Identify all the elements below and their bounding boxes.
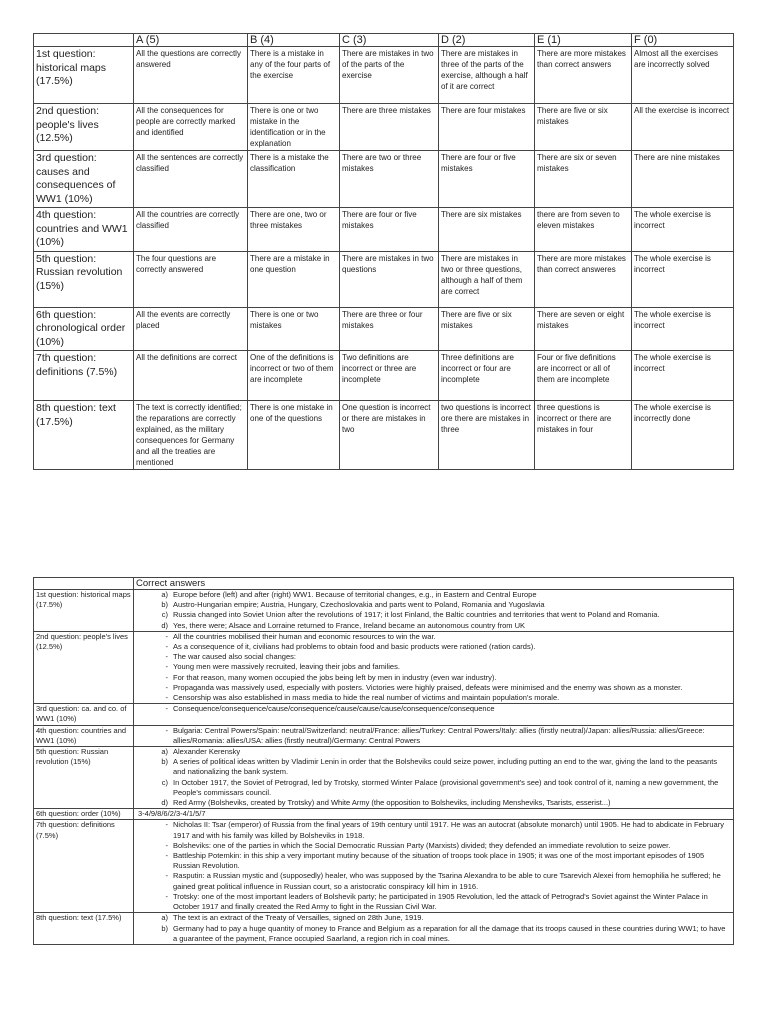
answers-question-cell: 8th question: text (17.5%) [34, 913, 134, 945]
answer-item [136, 642, 731, 652]
rubric-criterion-cell: There are more mistakes than correct answeres [535, 251, 632, 307]
answer-item [136, 621, 731, 631]
answers-question-cell: 1st question: historical maps (17.5%) [34, 590, 134, 632]
answers-question-cell: 4th question: countries and WW1 (10%) [34, 725, 134, 746]
rubric-criterion-cell: There are four mistakes [439, 104, 535, 151]
rubric-criterion-cell: The whole exercise is incorrect [632, 307, 734, 351]
answers-row [34, 913, 734, 945]
answer-text: 3-4/9/8/6/2/3-4/1/5/7 [138, 809, 206, 819]
rubric-criterion-cell: There are four or five mistakes [439, 151, 535, 208]
rubric-row [34, 307, 734, 351]
answer-text: Censorship was also established in mass media to hide the real number of victims and maintain population's morale. [173, 693, 560, 703]
answers-row [34, 820, 734, 913]
answer-marker: b) [161, 600, 168, 610]
answer-item [136, 652, 731, 662]
answer-text: All the countries mobilised their human and economic resources to win the war. [173, 631, 436, 641]
answer-list [136, 820, 731, 912]
answer-marker: b) [161, 923, 168, 933]
answers-row [34, 725, 734, 746]
rubric-criterion-cell: There is one or two mistake in the identification or in the explanation [248, 104, 340, 151]
answers-content-cell [134, 913, 734, 945]
rubric-column-header: E (1) [535, 34, 632, 47]
rubric-criterion-cell: The whole exercise is incorrect [632, 208, 734, 252]
answer-text: Europe before (left) and after (right) WW1. Because of territorial changes, e.g., in Eastern and Central Europe [173, 590, 537, 599]
rubric-column-header: C (3) [340, 34, 439, 47]
answer-text: In October 1917, the Soviet of Petrograd, led by Trotsky, stormed Winter Palace (provisional government's see) and took control of it, naming a new government, the People's commissars council. [173, 777, 719, 797]
rubric-criterion-cell: All the exercise is incorrect [632, 104, 734, 151]
rubric-column-header: A (5) [134, 34, 248, 47]
answer-marker: - [165, 704, 168, 714]
rubric-criterion-cell: There are three mistakes [340, 104, 439, 151]
rubric-row [34, 104, 734, 151]
rubric-criterion-cell: The text is correctly identified; the reparations are correctly explained, as the military consequences for Germany and all the treaties are mentioned [134, 401, 248, 470]
answer-text: The text is an extract of the Treaty of Versailles, signed on 28th June, 1919. [173, 913, 424, 923]
rubric-criterion-cell: three questions is incorrect or there are mistakes in four [535, 401, 632, 470]
answer-list [136, 632, 731, 703]
answers-content-cell [134, 809, 734, 820]
answer-list [136, 704, 731, 714]
answer-item [136, 683, 731, 693]
answer-marker: - [165, 662, 168, 672]
answer-item [136, 662, 731, 672]
rubric-criterion-cell: There are a mistake in one question [248, 251, 340, 307]
answers-question-cell: 3rd question: ca. and co. of WW1 (10%) [34, 704, 134, 725]
answer-text: Nicholas II: Tsar (emperor) of Russia from the final years of 19th century until 1917. He was an autocrat (absolute monarch) until 1905. He had to abdicate in February 1917 and with his family was killed by Bolsheviks in 1918. [173, 820, 724, 840]
rubric-header-row [34, 34, 734, 47]
rubric-criterion-cell: there are from seven to eleven mistakes [535, 208, 632, 252]
rubric-row [34, 47, 734, 104]
answers-content-cell [134, 590, 734, 632]
answers-table [33, 577, 734, 945]
answers-header-row [34, 578, 734, 590]
answer-item [136, 632, 731, 642]
answer-list [136, 747, 731, 808]
answer-marker: d) [161, 620, 168, 630]
rubric-question-cell: 4th question: countries and WW1 (10%) [34, 208, 134, 252]
rubric-criterion-cell: All the definitions are correct [134, 351, 248, 401]
rubric-row [34, 251, 734, 307]
rubric-criterion-cell: There is a mistake in any of the four parts of the exercise [248, 47, 340, 104]
answer-item [136, 693, 731, 703]
answer-text: Yes, there were; Alsace and Lorraine returned to France, Ireland became an autonomous country from UK [173, 620, 526, 630]
rubric-criterion-cell: There are six mistakes [439, 208, 535, 252]
answers-content-cell [134, 747, 734, 809]
rubric-criterion-cell: All the events are correctly placed [134, 307, 248, 351]
answer-marker: b) [161, 757, 168, 767]
answers-row [34, 809, 734, 820]
answer-marker: d) [161, 798, 168, 808]
rubric-criterion-cell: The four questions are correctly answered [134, 251, 248, 307]
answers-content-cell [134, 631, 734, 703]
answer-item [136, 820, 731, 840]
answer-item [136, 851, 731, 871]
answer-marker: - [165, 631, 168, 641]
answer-marker: - [165, 725, 168, 735]
answer-text: Russia changed into Soviet Union after the revolutions of 1917; it lost Finland, the Baltic countries and territories that went to Poland and Romania. [173, 610, 660, 620]
answer-text: For that reason, many women occupied the jobs being left by men in industry (even war industry). [173, 672, 497, 682]
answers-row [34, 747, 734, 809]
answer-marker: - [165, 891, 168, 901]
rubric-criterion-cell: There is one mistake in one of the questions [248, 401, 340, 470]
rubric-criterion-cell: There are one, two or three mistakes [248, 208, 340, 252]
rubric-criterion-cell: Two definitions are incorrect or three are incomplete [340, 351, 439, 401]
rubric-question-cell: 1st question: historical maps (17.5%) [34, 47, 134, 104]
answers-row [34, 631, 734, 703]
rubric-question-cell: 5th question: Russian revolution (15%) [34, 251, 134, 307]
answer-item [136, 871, 731, 891]
answer-text: Bolsheviks: one of the parties in which the Social Democratic Russian Party (Marxists) divided; they defended an immediate revolution to seize power. [173, 840, 671, 850]
rubric-criterion-cell: The whole exercise is incorrect [632, 251, 734, 307]
answer-list [136, 590, 731, 631]
answer-item [136, 757, 731, 777]
rubric-criterion-cell: Almost all the exercises are incorrectly solved [632, 47, 734, 104]
answer-marker: - [165, 672, 168, 682]
rubric-criterion-cell: There are mistakes in two questions [340, 251, 439, 307]
answer-text: The war caused also social changes: [173, 652, 296, 662]
answer-marker: c) [161, 777, 168, 787]
rubric-criterion-cell: All the sentences are correctly classified [134, 151, 248, 208]
answer-text: Consequence/consequence/cause/consequence/cause/cause/cause/consequence/consequence [173, 704, 495, 714]
answer-marker: a) [161, 590, 168, 599]
answer-text: Bulgaria: Central Powers/Spain: neutral/Switzerland: neutral/France: allies/Turkey: Central Powers/Italy: allies (firstly neutral)/Japan: allies/Russia: allies/Greece: allies/Romania: allies/USA: allies (firstly neutral)/Germany: Central Powers [173, 725, 705, 745]
rubric-criterion-cell: There are seven or eight mistakes [535, 307, 632, 351]
rubric-criterion-cell: There are six or seven mistakes [535, 151, 632, 208]
answer-item [136, 600, 731, 610]
rubric-question-cell: 3rd question: causes and consequences of WW1 (10%) [34, 151, 134, 208]
rubric-criterion-cell: There is one or two mistakes [248, 307, 340, 351]
answer-text: Rasputin: a Russian mystic and (supposedly) healer, who was supposed by the Tsarina Alexandra to be able to cure Tsarevich Alexei from hemophilia he suffered; he gained great political influence in Russian court, so a aristocratic conspiracy kill him in 1916. [173, 871, 721, 891]
answer-marker: - [165, 820, 168, 830]
answer-marker: c) [161, 610, 168, 620]
answer-list [136, 726, 731, 746]
rubric-criterion-cell: Three definitions are incorrect or four are incomplete [439, 351, 535, 401]
rubric-column-header: B (4) [248, 34, 340, 47]
answer-item [136, 704, 731, 714]
rubric-table [33, 33, 734, 470]
answer-item [136, 913, 731, 923]
answer-text: Propaganda was massively used, especially with posters. Victories were highly praised, defeats were minimised and the enemy was shown as a monster. [173, 682, 683, 692]
rubric-criterion-cell: There are three or four mistakes [340, 307, 439, 351]
rubric-criterion-cell: There is a mistake the classification [248, 151, 340, 208]
rubric-criterion-cell: One question is incorrect or there are mistakes in two [340, 401, 439, 470]
rubric-question-cell: 8th question: text (17.5%) [34, 401, 134, 470]
answer-item [136, 673, 731, 683]
answer-text: Red Army (Bolsheviks, created by Trotsky) and White Army (the opposition to Bolsheviks, including Mensheviks, Tsarists, esserist...) [173, 798, 611, 808]
answer-item [136, 726, 731, 746]
rubric-criterion-cell: There are more mistakes than correct answers [535, 47, 632, 104]
rubric-criterion-cell: There are mistakes in two or three questions, although a half of them are correct [439, 251, 535, 307]
rubric-criterion-cell: Four or five definitions are incorrect or all of them are incomplete [535, 351, 632, 401]
answer-item [136, 590, 731, 600]
rubric-column-header: D (2) [439, 34, 535, 47]
rubric-row [34, 351, 734, 401]
answer-text: Trotsky: one of the most important leaders of Bolshevik party; he participated in 1905 Revolution, led the attack of Petrograd's Soviet against the Winter Palace in October 1917 and finally created the Red Army to fight in the Russian Civil War. [173, 891, 708, 912]
rubric-column-header: F (0) [632, 34, 734, 47]
answers-row [34, 704, 734, 725]
answer-marker: - [165, 652, 168, 662]
rubric-row [34, 151, 734, 208]
rubric-criterion-cell: There are two or three mistakes [340, 151, 439, 208]
rubric-criterion-cell: All the consequences for people are correctly marked and identified [134, 104, 248, 151]
answer-item [136, 798, 731, 808]
rubric-criterion-cell: One of the definitions is incorrect or two of them are incomplete [248, 351, 340, 401]
rubric-criterion-cell: There are four or five mistakes [340, 208, 439, 252]
rubric-criterion-cell: All the countries are correctly classified [134, 208, 248, 252]
answer-item [136, 924, 731, 944]
rubric-row [34, 208, 734, 252]
answers-header: Correct answers [134, 578, 734, 590]
rubric-criterion-cell: The whole exercise is incorrectly done [632, 401, 734, 470]
answer-marker: - [165, 693, 168, 703]
answer-marker: a) [161, 747, 168, 757]
answers-question-cell: 7th question: definitions (7.5%) [34, 820, 134, 913]
answer-list [136, 913, 731, 944]
rubric-criterion-cell: There are mistakes in three of the parts of the exercise, although a half of it are correct [439, 47, 535, 104]
answer-item [136, 892, 731, 912]
rubric-criterion-cell: There are nine mistakes [632, 151, 734, 208]
answer-marker: - [165, 871, 168, 881]
rubric-criterion-cell: There are five or six mistakes [535, 104, 632, 151]
answers-question-cell: 2nd question: people's lives (12.5%) [34, 631, 134, 703]
answer-text: Austro-Hungarian empire; Austria, Hungary, Czechoslovakia and parts went to Poland, Romania and Yugoslavia [173, 600, 545, 610]
answer-marker: - [165, 851, 168, 861]
answer-marker: - [165, 840, 168, 850]
rubric-question-cell: 6th question: chronological order (10%) [34, 307, 134, 351]
rubric-question-cell: 2nd question: people's lives (12.5%) [34, 104, 134, 151]
answers-question-cell: 6th question: order (10%) [34, 809, 134, 820]
answer-text: Battleship Potemkin: in this ship a very important mutiny because of the situation of troops took place in 1905; it was one of the most important episodes of 1905 Russian Revolution. [173, 851, 705, 871]
rubric-criterion-cell: The whole exercise is incorrect [632, 351, 734, 401]
answer-text: Young men were massively recruited, leaving their jobs and families. [173, 662, 400, 672]
rubric-criterion-cell: two questions is incorrect ore there are mistakes in three [439, 401, 535, 470]
answers-corner-cell [34, 578, 134, 590]
answer-marker: a) [161, 913, 168, 923]
answers-question-cell: 5th question: Russian revolution (15%) [34, 747, 134, 809]
rubric-row [34, 401, 734, 470]
answer-item [136, 778, 731, 798]
answer-text: A series of political ideas written by Vladimir Lenin in order that the Bolsheviks could seize power, including putting an end to the war, giving the land to the peasants and nationalizing the bank system. [173, 757, 718, 777]
rubric-criterion-cell: There are five or six mistakes [439, 307, 535, 351]
answer-item [136, 747, 731, 757]
answers-row [34, 590, 734, 632]
answer-text: Alexander Kerensky [173, 747, 241, 757]
answer-item [136, 841, 731, 851]
answers-content-cell [134, 820, 734, 913]
answer-marker: - [165, 642, 168, 652]
answer-text: Germany had to pay a huge quantity of money to France and Belgium as a reparation for all the damage that its troops caused in these countries during WW1; to have a guarantee of the payment, France occupied Saarland, a region rich in coal mines. [173, 923, 726, 943]
answer-text: As a consequence of it, civilians had problems to obtain food and basic products were rationed (ration cards). [173, 642, 536, 652]
answer-item [136, 610, 731, 620]
answers-content-cell [134, 704, 734, 725]
rubric-criterion-cell: There are mistakes in two of the parts of the exercise [340, 47, 439, 104]
answers-content-cell [134, 725, 734, 746]
answer-marker: - [165, 682, 168, 692]
rubric-criterion-cell: All the questions are correctly answered [134, 47, 248, 104]
rubric-question-cell: 7th question: definitions (7.5%) [34, 351, 134, 401]
rubric-corner-cell [34, 34, 134, 47]
